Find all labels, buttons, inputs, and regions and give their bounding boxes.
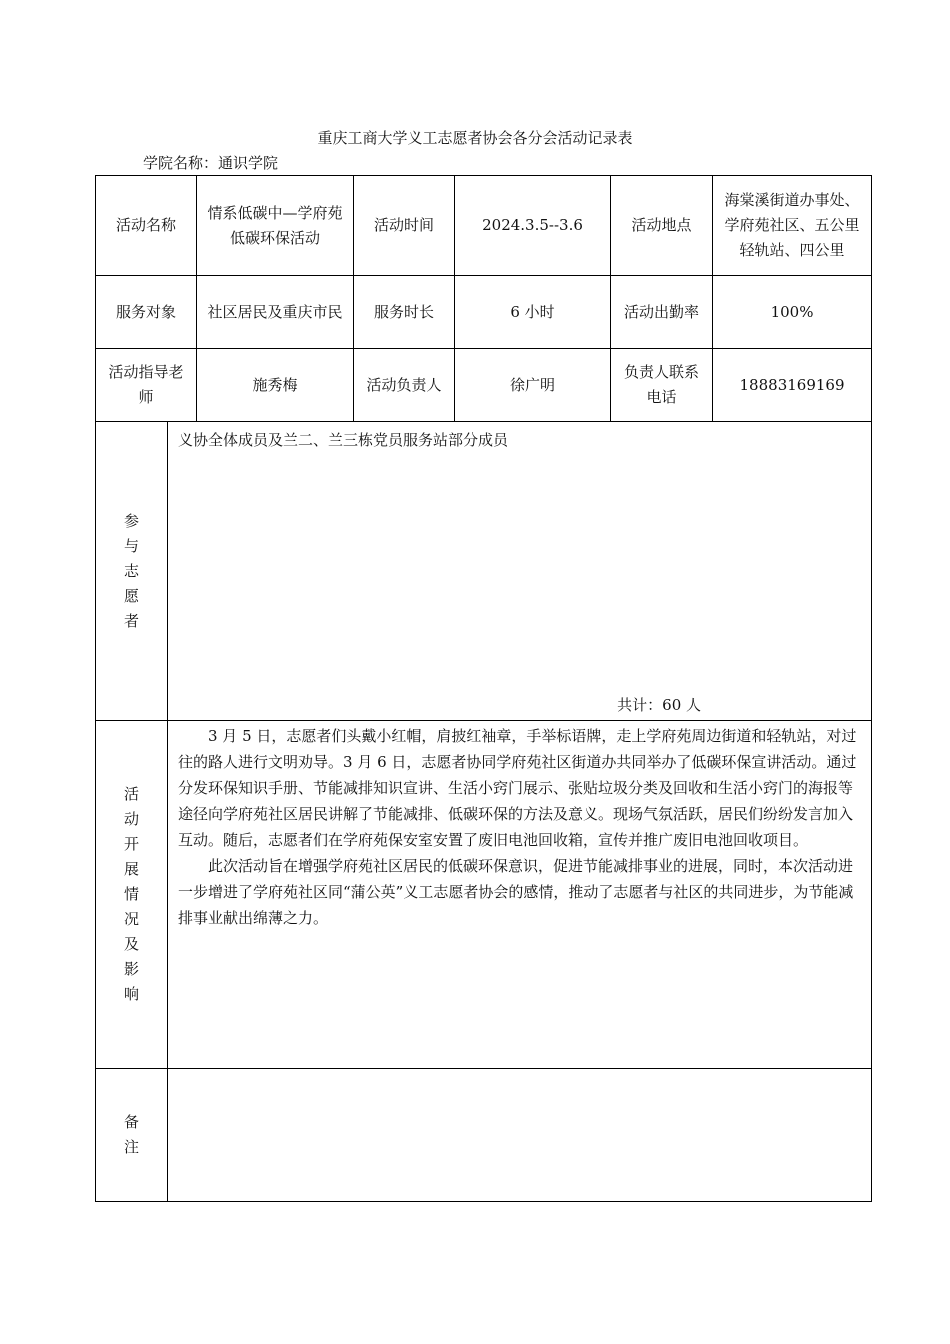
attendance-label: 活动出勤率	[611, 276, 713, 349]
volunteers-label: 参 与 志 愿 者	[96, 422, 168, 721]
volunteers-content	[168, 422, 872, 721]
impact-paragraph-2: 此次活动旨在增强学府苑社区居民的低碳环保意识，促进节能减排事业的进展，同时，本次活动进一步增进了学府苑社区同“蒲公英”义工志愿者协会的感情，推动了志愿者与社区的共同进步，为节能减排事业献出绵薄之力。	[178, 857, 854, 927]
page-title: 重庆工商大学义工志愿者协会各分会活动记录表	[317, 129, 633, 147]
service-target-value: 社区居民及重庆市民	[197, 276, 354, 349]
service-target-label: 服务对象	[96, 276, 197, 349]
volunteers-text: 义协全体成员及兰二、兰三栋党员服务站部分成员	[178, 431, 509, 449]
row-activity-info	[96, 176, 872, 276]
row-impact	[96, 721, 872, 1069]
row-remarks	[96, 1069, 872, 1202]
activity-name-label: 活动名称	[96, 176, 197, 276]
service-duration-value: 6 小时	[455, 276, 611, 349]
leader-label: 活动负责人	[354, 349, 455, 422]
attendance-value: 100%	[713, 276, 872, 349]
activity-time-value: 2024.3.5--3.6	[455, 176, 611, 276]
activity-name-value: 情系低碳中—学府苑低碳环保活动	[197, 176, 354, 276]
volunteers-total: 共计：60 人	[617, 696, 702, 714]
college-name: 学院名称：通识学院	[143, 154, 279, 172]
activity-place-value: 海棠溪街道办事处、学府苑社区、五公里轻轨站、四公里	[713, 176, 872, 276]
phone-label: 负责人联系电话	[611, 349, 713, 422]
teacher-label: 活动指导老师	[96, 349, 197, 422]
activity-time-label: 活动时间	[354, 176, 455, 276]
teacher-value: 施秀梅	[197, 349, 354, 422]
remarks-label: 备 注	[96, 1069, 168, 1202]
impact-content	[168, 721, 872, 1069]
row-service-info	[96, 276, 872, 349]
leader-value: 徐广明	[455, 349, 611, 422]
activity-record-table	[95, 175, 872, 1202]
phone-value: 18883169169	[713, 349, 872, 422]
activity-place-label: 活动地点	[611, 176, 713, 276]
service-duration-label: 服务时长	[354, 276, 455, 349]
remarks-content	[168, 1069, 872, 1202]
impact-label: 活 动 开 展 情 况 及 影 响	[96, 721, 168, 1069]
impact-paragraph-1: 3 月 5 日，志愿者们头戴小红帽，肩披红袖章，手举标语牌，走上学府苑周边街道和轻轨站，对过往的路人进行文明劝导。3 月 6 日，志愿者协同学府苑社区街道办共同举办了低碳环保宣讲活动。通过分发环保知识手册、节能减排知识宣讲、生活小窍门展示、张贴垃圾分类及回收和生活小窍门的海报等途径向学府苑社区居民讲解了节能减排、低碳环保的方法及意义。现场气氛活跃，居民们纷纷发言加入互动。随后，志愿者们在学府苑保安室安置了废旧电池回收箱，宣传并推广废旧电池回收项目。	[178, 727, 857, 849]
row-volunteers	[96, 422, 872, 721]
row-people-info	[96, 349, 872, 422]
